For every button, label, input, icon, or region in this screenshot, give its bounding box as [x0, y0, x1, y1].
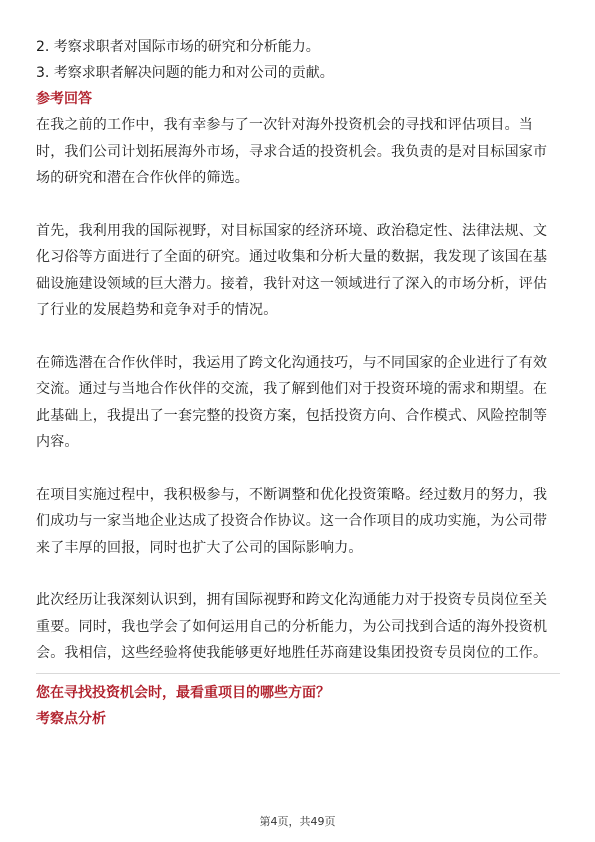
- page-footer: 第4页，共49页: [259, 815, 336, 828]
- text-line: 此次经历让我深刻认识到，拥有国际视野和跨文化沟通能力对于投资专员岗位至关: [36, 592, 548, 608]
- text-line: 场的研究和潜在合作伙伴的筛选。: [36, 170, 249, 186]
- paragraph-2: [36, 218, 560, 324]
- text-line: 础设施建设领域的巨大潜力。接着，我针对这一领域进行了深入的市场分析，评估: [36, 275, 548, 292]
- text-line: 内容。: [36, 434, 79, 450]
- list-item: 3. 考察求职者解决问题的能力和对公司的贡献。: [36, 65, 334, 81]
- text-line: 们成功与一家当地企业达成了投资合作协议。这一合作项目的成功实施，为公司带: [36, 513, 548, 529]
- paragraph-5: [36, 587, 560, 667]
- text-line: 会。我相信，这些经验将使我能够更好地胜任苏商建设集团投资专员岗位的工作。: [36, 645, 548, 661]
- text-line: 重要。同时，我也学会了如何运用自己的分析能力，为公司找到合适的海外投资机: [36, 618, 548, 635]
- text-line: 来了丰厚的回报，同时也扩大了公司的国际影响力。: [36, 539, 363, 556]
- page-content: [36, 34, 560, 732]
- text-line: 在项目实施过程中，我积极参与，不断调整和优化投资策略。经过数月的努力，我: [36, 486, 548, 503]
- text-line: 此基础上，我提出了一套完整的投资方案，包括投资方向、合作模式、风险控制等: [36, 407, 548, 424]
- text-line: 化习俗等方面进行了全面的研究。通过收集和分析大量的数据，我发现了该国在基: [36, 249, 548, 265]
- paragraph-4: [36, 482, 560, 562]
- paragraph-3: [36, 350, 560, 456]
- question-heading: 您在寻找投资机会时，最看重项目的哪些方面？: [36, 684, 330, 701]
- text-line: 在筛选潜在合作伙伴时，我运用了跨文化沟通技巧，与不同国家的企业进行了有效: [36, 354, 548, 371]
- answer-heading: 参考回答: [36, 91, 92, 107]
- text-line: 首先，我利用我的国际视野，对目标国家的经济环境、政治稳定性、法律法规、文: [36, 222, 548, 239]
- text-line: 交流。通过与当地合作伙伴的交流，我了解到他们对于投资环境的需求和期望。在: [36, 381, 548, 397]
- section-divider: [36, 673, 560, 674]
- paragraph-1: [36, 112, 560, 192]
- text-line: 时，我们公司计划拓展海外市场，寻求合适的投资机会。我负责的是对目标国家市: [36, 143, 548, 160]
- text-line: 了行业的发展趋势和竞争对手的情况。: [36, 302, 278, 318]
- analysis-heading: 考察点分析: [36, 710, 106, 727]
- text-line: 在我之前的工作中，我有幸参与了一次针对海外投资机会的寻找和评估项目。当: [36, 117, 533, 133]
- list-item: 2. 考察求职者对国际市场的研究和分析能力。: [36, 39, 320, 55]
